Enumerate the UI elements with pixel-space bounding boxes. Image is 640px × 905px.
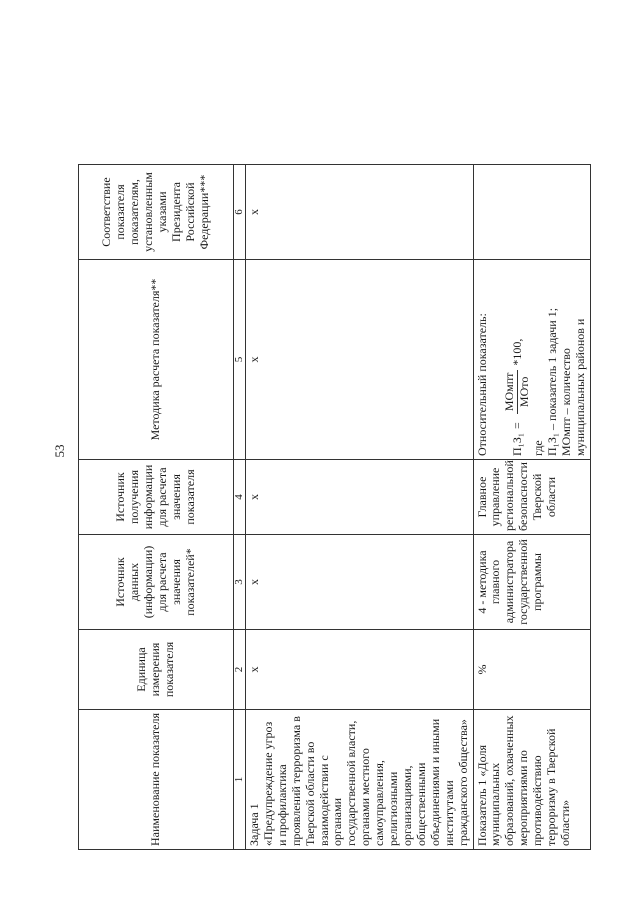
indicator-table [78, 164, 591, 850]
column-number: 5 [234, 260, 246, 460]
header-compliance: Соответствие показателя показателям, установленным указами Президента Российской Федерации*** [79, 165, 234, 260]
column-number-row [234, 165, 246, 850]
method-formula [503, 263, 532, 456]
formula-numerator: МОмпт [503, 370, 518, 415]
formula-lhs: П₁З₁ [509, 432, 524, 456]
column-number: 4 [234, 460, 246, 535]
header-info-source: Источник получения информации для расчета значения показателя [79, 460, 234, 535]
header-unit: Единица измерения показателя [79, 630, 234, 710]
task-row [246, 165, 474, 850]
indicator-compliance [473, 165, 590, 260]
column-number: 1 [234, 710, 246, 850]
task-unit: х [246, 630, 474, 710]
formula-denominator: МОто [517, 376, 532, 408]
header-row [79, 165, 234, 850]
formula-fraction [503, 370, 532, 415]
indicator-name: Показатель 1 «Доля муниципальных образований, охваченных мероприятиями по противодействию терроризму в Тверской области» [473, 710, 590, 850]
indicator-unit: % [473, 630, 590, 710]
task-compliance: х [246, 165, 474, 260]
task-source-info: х [246, 460, 474, 535]
indicator-source-info: Главное управление региональной безопасности Тверской области [473, 460, 590, 535]
formula-multiplier: *100, [509, 338, 524, 366]
method-intro: Относительный показатель: [474, 313, 489, 456]
header-name: Наименование показателя [79, 710, 234, 850]
indicator-row [473, 165, 590, 850]
column-number: 3 [234, 535, 246, 630]
rotated-table-container [78, 165, 587, 850]
page-number: 53 [52, 444, 67, 458]
column-number: 2 [234, 630, 246, 710]
method-definition: МОмпт – количество муниципальных районов и [559, 318, 587, 456]
header-data-source: Источник данных (информации) для расчета значения показателей* [79, 535, 234, 630]
method-where: где [531, 440, 546, 456]
task-method: х [246, 260, 474, 460]
method-definition: П₁З₁ – показатель 1 задачи 1; [545, 307, 560, 456]
indicator-source: 4 - методика главного администратора государственной программы [473, 535, 590, 630]
header-method: Методика расчета показателя** [79, 260, 234, 460]
formula-equals: = [509, 422, 524, 429]
indicator-method [473, 260, 590, 460]
column-number: 6 [234, 165, 246, 260]
task-source: х [246, 535, 474, 630]
task-name: Задача 1 «Предупреждение угроз и профилактика проявлений терроризма в Тверской области во взаимодействии с органами государственной власти, органами местного самоуправления, религиозными организациями, общественными объединениями и иными институтами гражданского общества» [246, 710, 474, 850]
